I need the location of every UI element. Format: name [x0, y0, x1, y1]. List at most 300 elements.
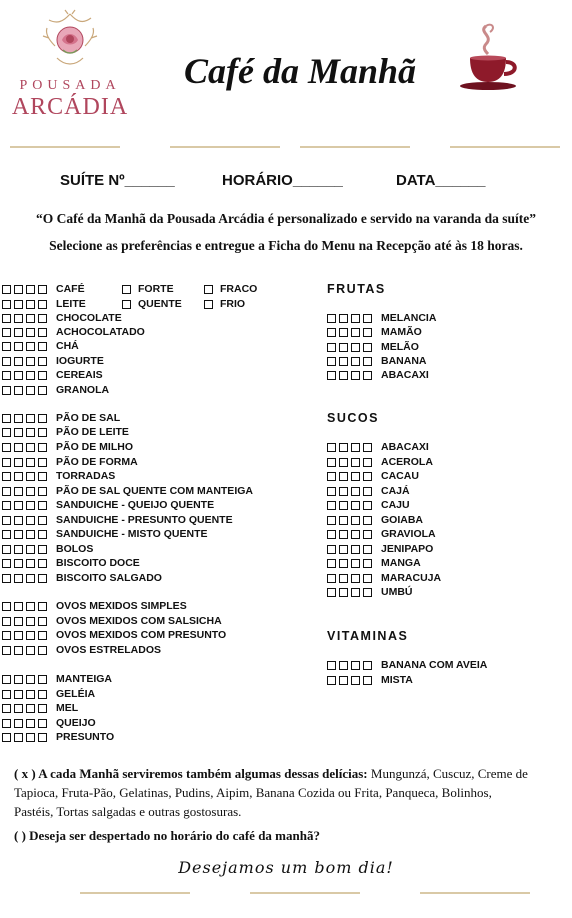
menu-item	[2, 556, 140, 570]
fruit-item	[327, 340, 419, 354]
checkbox-group	[2, 501, 47, 510]
checkbox[interactable]	[327, 328, 336, 337]
checkbox-group	[327, 357, 372, 366]
checkbox[interactable]	[14, 631, 23, 640]
item-label: BISCOITO SALGADO	[56, 572, 162, 584]
checkbox[interactable]	[14, 646, 23, 655]
checkbox[interactable]	[14, 342, 23, 351]
checkbox[interactable]	[327, 371, 336, 380]
checkbox[interactable]	[26, 574, 35, 583]
item-label: GRAVIOLA	[381, 528, 436, 540]
checkbox[interactable]	[38, 690, 47, 699]
checkbox[interactable]	[351, 530, 360, 539]
checkbox[interactable]	[339, 501, 348, 510]
checkbox[interactable]	[38, 516, 47, 525]
checkbox[interactable]	[363, 530, 372, 539]
item-label: GOIABA	[381, 514, 423, 526]
checkbox[interactable]	[327, 472, 336, 481]
checkbox[interactable]	[2, 487, 11, 496]
checkbox[interactable]	[363, 343, 372, 352]
decorative-divider	[170, 146, 280, 150]
checkbox[interactable]	[26, 545, 35, 554]
checkbox[interactable]	[2, 371, 11, 380]
checkbox[interactable]	[351, 661, 360, 670]
menu-item	[2, 455, 138, 469]
option-label: FRIO	[220, 298, 246, 310]
checkbox[interactable]	[14, 357, 23, 366]
fruit-item	[327, 354, 427, 368]
checkbox[interactable]	[351, 458, 360, 467]
checkbox[interactable]	[26, 328, 35, 337]
checkbox[interactable]	[26, 501, 35, 510]
menu-item	[2, 383, 109, 397]
checkbox[interactable]	[26, 602, 35, 611]
checkbox[interactable]	[327, 314, 336, 323]
checkbox[interactable]	[327, 458, 336, 467]
checkbox-group	[2, 690, 47, 699]
checkbox[interactable]	[327, 357, 336, 366]
checkbox[interactable]	[2, 414, 11, 423]
checkbox[interactable]	[2, 733, 11, 742]
checkbox[interactable]	[26, 719, 35, 728]
checkbox[interactable]	[2, 545, 11, 554]
item-label: JENIPAPO	[381, 543, 434, 555]
checkbox[interactable]	[38, 314, 47, 323]
checkbox[interactable]	[38, 414, 47, 423]
checkbox[interactable]	[14, 472, 23, 481]
checkbox[interactable]	[26, 487, 35, 496]
checkbox[interactable]	[351, 443, 360, 452]
checkbox[interactable]	[351, 501, 360, 510]
menu-item	[2, 325, 145, 339]
checkbox[interactable]	[339, 559, 348, 568]
checkbox[interactable]	[339, 458, 348, 467]
checkbox[interactable]	[327, 501, 336, 510]
checkbox[interactable]	[2, 516, 11, 525]
checkbox-group	[2, 559, 47, 568]
checkbox-group	[2, 443, 47, 452]
checkbox[interactable]	[2, 328, 11, 337]
checkbox[interactable]	[2, 646, 11, 655]
checkbox[interactable]	[14, 675, 23, 684]
menu-item	[2, 354, 104, 368]
checkbox[interactable]	[38, 386, 47, 395]
wake-up-question[interactable]: ( ) Deseja ser despertado no horário do café da manhã?	[14, 828, 320, 843]
checkbox[interactable]	[14, 530, 23, 539]
checkbox[interactable]	[2, 300, 11, 309]
item-label: OVOS MEXIDOS SIMPLES	[56, 600, 187, 612]
juice-item	[327, 556, 421, 570]
pousada-logo	[0, 6, 140, 134]
smoothie-item	[327, 673, 413, 687]
checkbox[interactable]	[26, 516, 35, 525]
checkbox[interactable]	[38, 733, 47, 742]
checkbox[interactable]	[351, 545, 360, 554]
checkbox[interactable]	[351, 588, 360, 597]
item-label: PÃO DE MILHO	[56, 441, 134, 453]
checkbox[interactable]	[2, 559, 11, 568]
checkbox[interactable]	[2, 386, 11, 395]
item-label: UMBÚ	[381, 586, 413, 598]
juice-item	[327, 484, 410, 498]
checkbox[interactable]	[14, 545, 23, 554]
checkbox[interactable]	[26, 371, 35, 380]
item-label: IOGURTE	[56, 355, 104, 367]
checkbox[interactable]	[38, 559, 47, 568]
checkbox[interactable]	[14, 328, 23, 337]
checkbox[interactable]	[26, 342, 35, 351]
menu-item	[2, 469, 115, 483]
checkbox-group	[327, 487, 372, 496]
checkbox[interactable]	[327, 516, 336, 525]
item-label: MANGA	[381, 557, 421, 569]
checkbox-group	[327, 661, 372, 670]
checkbox[interactable]	[26, 458, 35, 467]
juice-item	[327, 440, 429, 454]
checkbox[interactable]	[363, 357, 372, 366]
menu-item	[2, 498, 214, 512]
checkbox[interactable]	[351, 472, 360, 481]
checkbox[interactable]	[38, 704, 47, 713]
option-item	[204, 297, 245, 311]
checkbox[interactable]	[327, 343, 336, 352]
checkbox[interactable]	[339, 328, 348, 337]
menu-item	[2, 411, 120, 425]
checkbox[interactable]	[26, 414, 35, 423]
checkbox[interactable]	[38, 428, 47, 437]
checkbox[interactable]	[38, 602, 47, 611]
checkbox[interactable]	[26, 559, 35, 568]
juice-item	[327, 498, 410, 512]
checkbox[interactable]	[363, 458, 372, 467]
checkbox[interactable]	[38, 501, 47, 510]
checkbox[interactable]	[26, 631, 35, 640]
section-heading-frutas: FRUTAS	[327, 282, 386, 296]
checkbox[interactable]	[2, 631, 11, 640]
menu-item	[2, 513, 233, 527]
checkbox[interactable]	[2, 342, 11, 351]
menu-item	[2, 297, 86, 311]
checkbox-group	[327, 314, 372, 323]
checkbox-group	[2, 545, 47, 554]
checkbox[interactable]	[351, 357, 360, 366]
item-label: ACHOCOLATADO	[56, 326, 145, 338]
checkbox[interactable]	[339, 545, 348, 554]
checkbox-group	[327, 516, 372, 525]
checkbox[interactable]	[327, 443, 336, 452]
instructions-text: Selecione as preferências e entregue a Ficha do Menu na Recepção até às 18 horas.	[49, 238, 523, 253]
checkbox[interactable]	[339, 676, 348, 685]
checkbox[interactable]	[38, 342, 47, 351]
checkbox[interactable]	[38, 719, 47, 728]
checkbox[interactable]	[2, 428, 11, 437]
data-field[interactable]: DATA______	[396, 172, 486, 189]
checkbox[interactable]	[38, 328, 47, 337]
checkbox[interactable]	[14, 371, 23, 380]
juice-item	[327, 585, 413, 599]
checkbox[interactable]	[26, 704, 35, 713]
checkbox[interactable]	[26, 530, 35, 539]
checkbox[interactable]	[26, 386, 35, 395]
checkbox[interactable]	[14, 501, 23, 510]
checkbox[interactable]	[363, 516, 372, 525]
note-text: Mungunzá, Cuscuz, Creme de Tapioca, Fruta-Pão, Gelatinas, Pudins, Aipim, Banana Cozida ou Frita, Panqueca, Bolinhos, Pastéis, Tortas salgadas e outras gostosuras.	[14, 766, 528, 819]
checkbox[interactable]	[14, 574, 23, 583]
item-label: GRANOLA	[56, 384, 110, 396]
checkbox[interactable]	[2, 530, 11, 539]
menu-item	[2, 542, 93, 556]
horario-field[interactable]: HORÁRIO______	[222, 172, 343, 189]
item-label: SANDUICHE - MISTO QUENTE	[56, 528, 208, 540]
checkbox[interactable]	[38, 545, 47, 554]
note-lead: ( x ) A cada Manhã serviremos também algumas dessas delícias:	[14, 766, 368, 781]
checkbox[interactable]	[2, 472, 11, 481]
checkbox[interactable]	[2, 443, 11, 452]
decorative-divider	[450, 146, 560, 150]
menu-item	[2, 282, 85, 296]
suite-field[interactable]: SUÍTE Nº______	[60, 172, 175, 189]
checkbox-group	[2, 646, 47, 655]
checkbox[interactable]	[2, 719, 11, 728]
juice-item	[327, 469, 419, 483]
checkbox[interactable]	[122, 300, 131, 309]
checkbox-group	[2, 386, 47, 395]
checkbox[interactable]	[339, 371, 348, 380]
checkbox[interactable]	[327, 487, 336, 496]
checkbox[interactable]	[38, 675, 47, 684]
checkbox[interactable]	[2, 617, 11, 626]
checkbox[interactable]	[339, 443, 348, 452]
menu-item	[2, 484, 253, 498]
checkbox[interactable]	[14, 559, 23, 568]
checkbox[interactable]	[38, 285, 47, 294]
checkbox[interactable]	[38, 617, 47, 626]
item-label: CAFÉ	[56, 283, 85, 295]
checkbox[interactable]	[351, 559, 360, 568]
juice-item	[327, 571, 441, 585]
menu-item	[2, 614, 222, 628]
item-label: OVOS MEXIDOS COM PRESUNTO	[56, 629, 227, 641]
checkbox[interactable]	[26, 675, 35, 684]
checkbox[interactable]	[363, 328, 372, 337]
checkbox[interactable]	[2, 501, 11, 510]
brand-line-1: POUSADA	[19, 78, 121, 93]
checkbox[interactable]	[2, 704, 11, 713]
checkbox[interactable]	[363, 661, 372, 670]
item-label: MARACUJA	[381, 572, 442, 584]
checkbox-group	[327, 371, 372, 380]
checkbox[interactable]	[363, 314, 372, 323]
item-label: CEREAIS	[56, 369, 103, 381]
checkbox[interactable]	[14, 602, 23, 611]
item-label: BOLOS	[56, 543, 94, 555]
section-heading-vitaminas: VITAMINAS	[327, 629, 409, 643]
checkbox[interactable]	[204, 285, 213, 294]
checkbox[interactable]	[14, 704, 23, 713]
checkbox-group	[2, 357, 47, 366]
checkbox[interactable]	[38, 472, 47, 481]
checkbox[interactable]	[14, 719, 23, 728]
checkbox[interactable]	[351, 676, 360, 685]
item-label: ABACAXI	[381, 441, 429, 453]
checkbox[interactable]	[26, 733, 35, 742]
item-label: CACAU	[381, 470, 419, 482]
delicacies-note	[14, 764, 534, 821]
checkbox[interactable]	[351, 314, 360, 323]
menu-item	[2, 440, 133, 454]
checkbox[interactable]	[14, 487, 23, 496]
menu-item	[2, 730, 114, 744]
checkbox[interactable]	[351, 516, 360, 525]
checkbox[interactable]	[363, 443, 372, 452]
checkbox[interactable]	[14, 458, 23, 467]
checkbox[interactable]	[351, 343, 360, 352]
checkbox[interactable]	[339, 661, 348, 670]
checkbox[interactable]	[204, 300, 213, 309]
item-label: OVOS ESTRELADOS	[56, 644, 162, 656]
item-label: ABACAXI	[381, 369, 429, 381]
decorative-divider	[300, 146, 410, 150]
checkbox[interactable]	[26, 646, 35, 655]
checkbox[interactable]	[26, 443, 35, 452]
checkbox-group	[2, 631, 47, 640]
checkbox[interactable]	[2, 690, 11, 699]
checkbox[interactable]	[2, 314, 11, 323]
checkbox[interactable]	[14, 414, 23, 423]
checkbox[interactable]	[38, 631, 47, 640]
checkbox[interactable]	[26, 357, 35, 366]
checkbox[interactable]	[14, 516, 23, 525]
section-heading-sucos: SUCOS	[327, 411, 379, 425]
checkbox[interactable]	[14, 617, 23, 626]
checkbox[interactable]	[26, 314, 35, 323]
checkbox[interactable]	[26, 285, 35, 294]
option-item	[122, 297, 182, 311]
checkbox[interactable]	[327, 559, 336, 568]
checkbox[interactable]	[2, 602, 11, 611]
checkbox[interactable]	[327, 676, 336, 685]
checkbox[interactable]	[339, 343, 348, 352]
checkbox[interactable]	[26, 428, 35, 437]
checkbox[interactable]	[339, 516, 348, 525]
checkbox[interactable]	[351, 574, 360, 583]
checkbox-group	[327, 501, 372, 510]
checkbox[interactable]	[351, 371, 360, 380]
checkbox[interactable]	[363, 472, 372, 481]
checkbox[interactable]	[38, 443, 47, 452]
checkbox[interactable]	[363, 676, 372, 685]
checkbox[interactable]	[339, 574, 348, 583]
decorative-divider	[10, 146, 120, 150]
checkbox[interactable]	[327, 661, 336, 670]
checkbox[interactable]	[363, 371, 372, 380]
item-label: PÃO DE LEITE	[56, 426, 129, 438]
menu-item	[2, 687, 95, 701]
menu-item	[2, 339, 79, 353]
checkbox-group	[327, 328, 372, 337]
checkbox[interactable]	[339, 472, 348, 481]
checkbox[interactable]	[2, 285, 11, 294]
option-label: QUENTE	[138, 298, 182, 310]
checkbox-group	[2, 487, 47, 496]
checkbox[interactable]	[38, 458, 47, 467]
checkbox[interactable]	[38, 530, 47, 539]
item-label: SANDUICHE - PRESUNTO QUENTE	[56, 514, 233, 526]
checkbox[interactable]	[327, 588, 336, 597]
checkbox[interactable]	[14, 690, 23, 699]
checkbox[interactable]	[26, 617, 35, 626]
checkbox[interactable]	[26, 690, 35, 699]
checkbox[interactable]	[38, 371, 47, 380]
fruit-item	[327, 325, 422, 339]
checkbox-group	[327, 472, 372, 481]
checkbox-group	[327, 458, 372, 467]
decorative-divider	[250, 892, 360, 896]
checkbox-group	[2, 428, 47, 437]
checkbox[interactable]	[363, 574, 372, 583]
checkbox[interactable]	[363, 545, 372, 554]
menu-item	[2, 368, 103, 382]
item-label: BANANA	[381, 355, 427, 367]
checkbox-group	[2, 602, 47, 611]
checkbox[interactable]	[2, 357, 11, 366]
checkbox[interactable]	[2, 458, 11, 467]
checkbox-group	[327, 588, 372, 597]
checkbox[interactable]	[351, 487, 360, 496]
checkbox[interactable]	[14, 443, 23, 452]
checkbox[interactable]	[14, 428, 23, 437]
checkbox[interactable]	[2, 675, 11, 684]
checkbox-group	[327, 545, 372, 554]
checkbox[interactable]	[363, 559, 372, 568]
checkbox[interactable]	[363, 501, 372, 510]
checkbox[interactable]	[38, 357, 47, 366]
checkbox[interactable]	[14, 733, 23, 742]
checkbox[interactable]	[14, 314, 23, 323]
checkbox-group	[327, 343, 372, 352]
checkbox-group	[327, 676, 372, 685]
checkbox-group	[327, 574, 372, 583]
checkbox[interactable]	[38, 487, 47, 496]
checkbox[interactable]	[339, 357, 348, 366]
checkbox[interactable]	[327, 545, 336, 554]
checkbox[interactable]	[327, 574, 336, 583]
checkbox[interactable]	[351, 328, 360, 337]
menu-item	[2, 701, 78, 715]
checkbox[interactable]	[26, 472, 35, 481]
item-label: TORRADAS	[56, 470, 116, 482]
checkbox[interactable]	[363, 588, 372, 597]
checkbox[interactable]	[339, 314, 348, 323]
checkbox[interactable]	[38, 300, 47, 309]
checkbox[interactable]	[339, 588, 348, 597]
checkbox[interactable]	[14, 300, 23, 309]
checkbox[interactable]	[327, 530, 336, 539]
checkbox[interactable]	[363, 487, 372, 496]
checkbox[interactable]	[26, 300, 35, 309]
checkbox[interactable]	[122, 285, 131, 294]
item-label: PÃO DE SAL QUENTE COM MANTEIGA	[56, 485, 253, 497]
checkbox[interactable]	[38, 574, 47, 583]
checkbox[interactable]	[339, 487, 348, 496]
checkbox[interactable]	[14, 285, 23, 294]
checkbox[interactable]	[2, 574, 11, 583]
checkbox[interactable]	[14, 386, 23, 395]
checkbox[interactable]	[339, 530, 348, 539]
menu-item	[2, 425, 129, 439]
item-label: CHOCOLATE	[56, 312, 122, 324]
checkbox[interactable]	[38, 646, 47, 655]
